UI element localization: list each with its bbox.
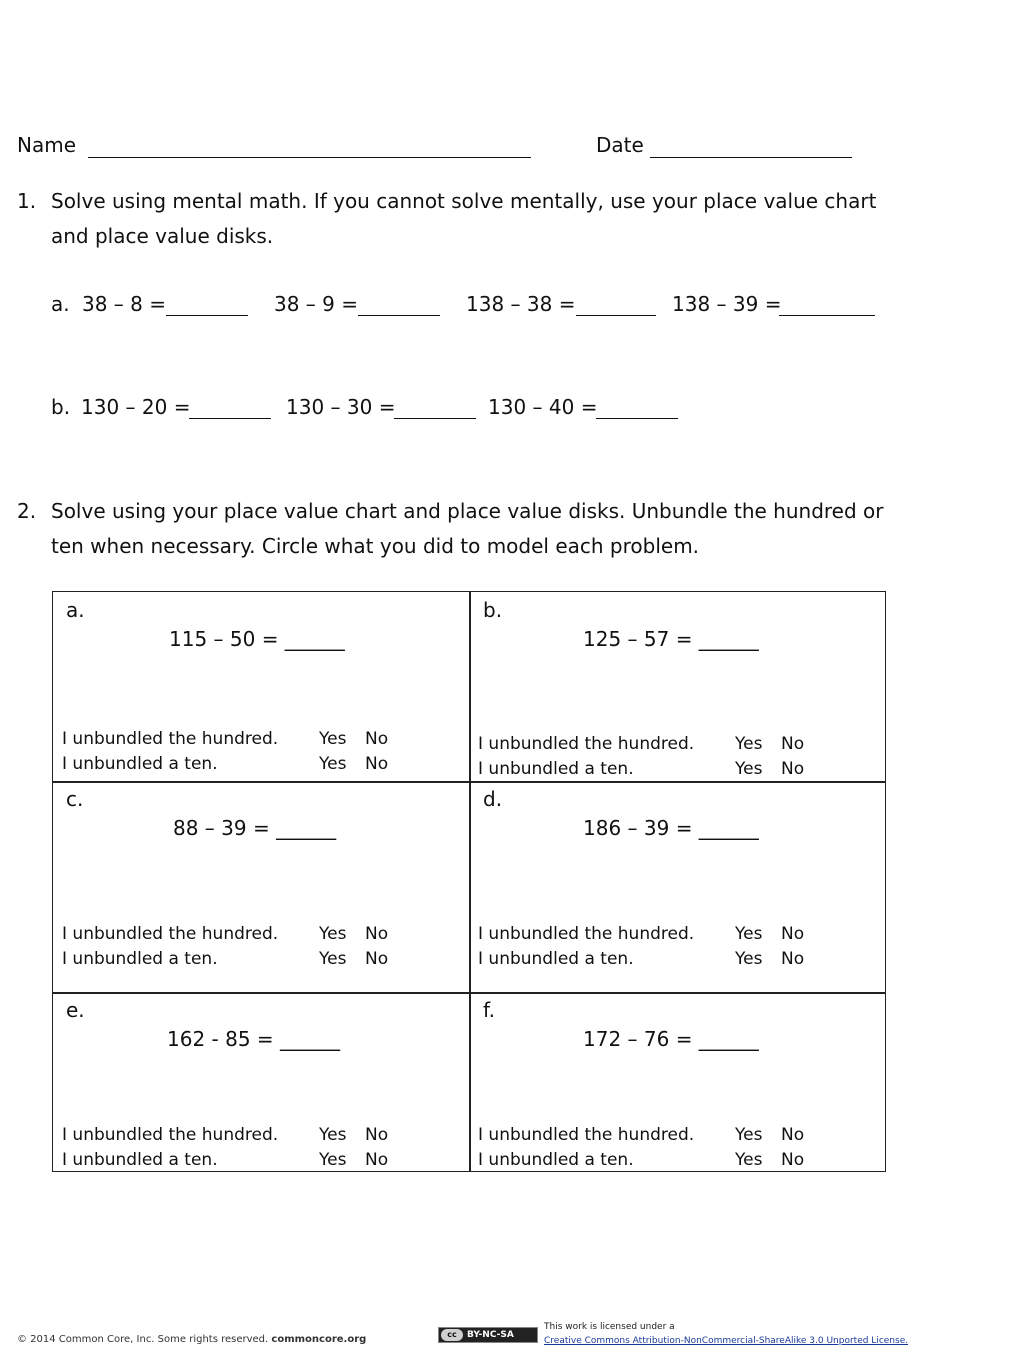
q1b-answer-3[interactable] xyxy=(596,400,678,419)
q1b-answer-1[interactable] xyxy=(189,400,271,419)
name-field[interactable] xyxy=(88,139,531,158)
problem-cell-d xyxy=(470,782,886,992)
ten-no-option[interactable]: No xyxy=(365,1150,389,1170)
q1b-item-1: 130 – 20 = xyxy=(81,395,191,419)
ten-no-option[interactable]: No xyxy=(781,759,805,779)
name-label: Name xyxy=(17,133,77,157)
q1b-item-3: 130 – 40 = xyxy=(488,395,598,419)
site-link[interactable]: commoncore.org xyxy=(271,1334,367,1345)
hundred-yes-option[interactable]: Yes xyxy=(319,1125,347,1145)
cc-license-badge[interactable] xyxy=(438,1327,538,1343)
hundred-yes-option[interactable]: Yes xyxy=(735,1125,763,1145)
q1a-item-4: 138 – 39 = xyxy=(672,292,782,316)
cc-icon: cc xyxy=(441,1329,463,1341)
q1-number: 1. xyxy=(17,189,37,213)
problem-equation[interactable]: 172 – 76 = ______ xyxy=(583,1027,759,1051)
q1a-item-2: 38 – 9 = xyxy=(274,292,359,316)
ten-yes-option[interactable]: Yes xyxy=(735,1150,763,1170)
ten-no-option[interactable]: No xyxy=(365,754,389,774)
q1b-label: b. xyxy=(51,395,71,419)
q1a-answer-3[interactable] xyxy=(576,297,656,316)
problem-cell-f xyxy=(470,993,886,1171)
footer-copyright xyxy=(17,1334,366,1345)
problem-cell-c xyxy=(53,782,469,992)
q1-text-line2: and place value disks. xyxy=(51,224,274,248)
problems-table xyxy=(52,591,886,1172)
problem-equation[interactable]: 88 – 39 = ______ xyxy=(173,816,337,840)
unbundle-hundred-question: I unbundled the hundred. xyxy=(478,924,695,944)
unbundle-hundred-question: I unbundled the hundred. xyxy=(478,1125,695,1145)
ten-yes-option[interactable]: Yes xyxy=(319,949,347,969)
hundred-no-option[interactable]: No xyxy=(365,1125,389,1145)
hundred-no-option[interactable]: No xyxy=(781,1125,805,1145)
problem-cell-b xyxy=(470,592,886,781)
problem-equation[interactable]: 162 - 85 = ______ xyxy=(167,1027,341,1051)
problem-label: c. xyxy=(66,787,84,811)
q2-number: 2. xyxy=(17,499,37,523)
hundred-no-option[interactable]: No xyxy=(781,924,805,944)
q1a-answer-1[interactable] xyxy=(166,297,248,316)
q1b-item-2: 130 – 30 = xyxy=(286,395,396,419)
problem-label: a. xyxy=(66,598,85,622)
ten-no-option[interactable]: No xyxy=(781,1150,805,1170)
date-label: Date xyxy=(596,133,644,157)
hundred-no-option[interactable]: No xyxy=(365,729,389,749)
hundred-yes-option[interactable]: Yes xyxy=(735,924,763,944)
ten-yes-option[interactable]: Yes xyxy=(319,1150,347,1170)
license-line1: This work is licensed under a xyxy=(544,1322,675,1332)
ten-no-option[interactable]: No xyxy=(781,949,805,969)
problem-label: d. xyxy=(483,787,503,811)
license-link[interactable]: Creative Commons Attribution-NonCommercial-ShareAlike 3.0 Unported License. xyxy=(544,1336,909,1346)
unbundle-ten-question: I unbundled a ten. xyxy=(478,1150,634,1170)
ten-no-option[interactable]: No xyxy=(365,949,389,969)
q2-text-line1: Solve using your place value chart and place value disks. Unbundle the hundred or xyxy=(51,499,884,523)
q1-text-line1: Solve using mental math. If you cannot solve mentally, use your place value chart xyxy=(51,189,877,213)
hundred-yes-option[interactable]: Yes xyxy=(319,924,347,944)
unbundle-ten-question: I unbundled a ten. xyxy=(478,759,634,779)
copyright-text: © 2014 Common Core, Inc. Some rights reserved. xyxy=(17,1334,269,1345)
hundred-yes-option[interactable]: Yes xyxy=(735,734,763,754)
hundred-yes-option[interactable]: Yes xyxy=(319,729,347,749)
hundred-no-option[interactable]: No xyxy=(781,734,805,754)
unbundle-ten-question: I unbundled a ten. xyxy=(62,949,218,969)
unbundle-hundred-question: I unbundled the hundred. xyxy=(478,734,695,754)
q2-text-line2: ten when necessary. Circle what you did to model each problem. xyxy=(51,534,700,558)
q1a-item-3: 138 – 38 = xyxy=(466,292,576,316)
unbundle-ten-question: I unbundled a ten. xyxy=(62,1150,218,1170)
problem-cell-a xyxy=(53,592,469,781)
cc-badge-text: BY-NC-SA xyxy=(467,1330,514,1340)
unbundle-hundred-question: I unbundled the hundred. xyxy=(62,729,279,749)
unbundle-ten-question: I unbundled a ten. xyxy=(62,754,218,774)
ten-yes-option[interactable]: Yes xyxy=(735,759,763,779)
ten-yes-option[interactable]: Yes xyxy=(319,754,347,774)
ten-yes-option[interactable]: Yes xyxy=(735,949,763,969)
hundred-no-option[interactable]: No xyxy=(365,924,389,944)
q1a-answer-2[interactable] xyxy=(358,297,440,316)
problem-equation[interactable]: 115 – 50 = ______ xyxy=(169,627,345,651)
problem-label: f. xyxy=(483,998,495,1022)
q1b-answer-2[interactable] xyxy=(394,400,476,419)
unbundle-hundred-question: I unbundled the hundred. xyxy=(62,924,279,944)
date-field[interactable] xyxy=(650,139,852,158)
problem-cell-e xyxy=(53,993,469,1171)
unbundle-hundred-question: I unbundled the hundred. xyxy=(62,1125,279,1145)
unbundle-ten-question: I unbundled a ten. xyxy=(478,949,634,969)
q1a-answer-4[interactable] xyxy=(779,297,875,316)
problem-equation[interactable]: 125 – 57 = ______ xyxy=(583,627,759,651)
q1a-item-1: 38 – 8 = xyxy=(82,292,167,316)
q1a-label: a. xyxy=(51,292,70,316)
problem-label: b. xyxy=(483,598,503,622)
problem-label: e. xyxy=(66,998,85,1022)
problem-equation[interactable]: 186 – 39 = ______ xyxy=(583,816,759,840)
